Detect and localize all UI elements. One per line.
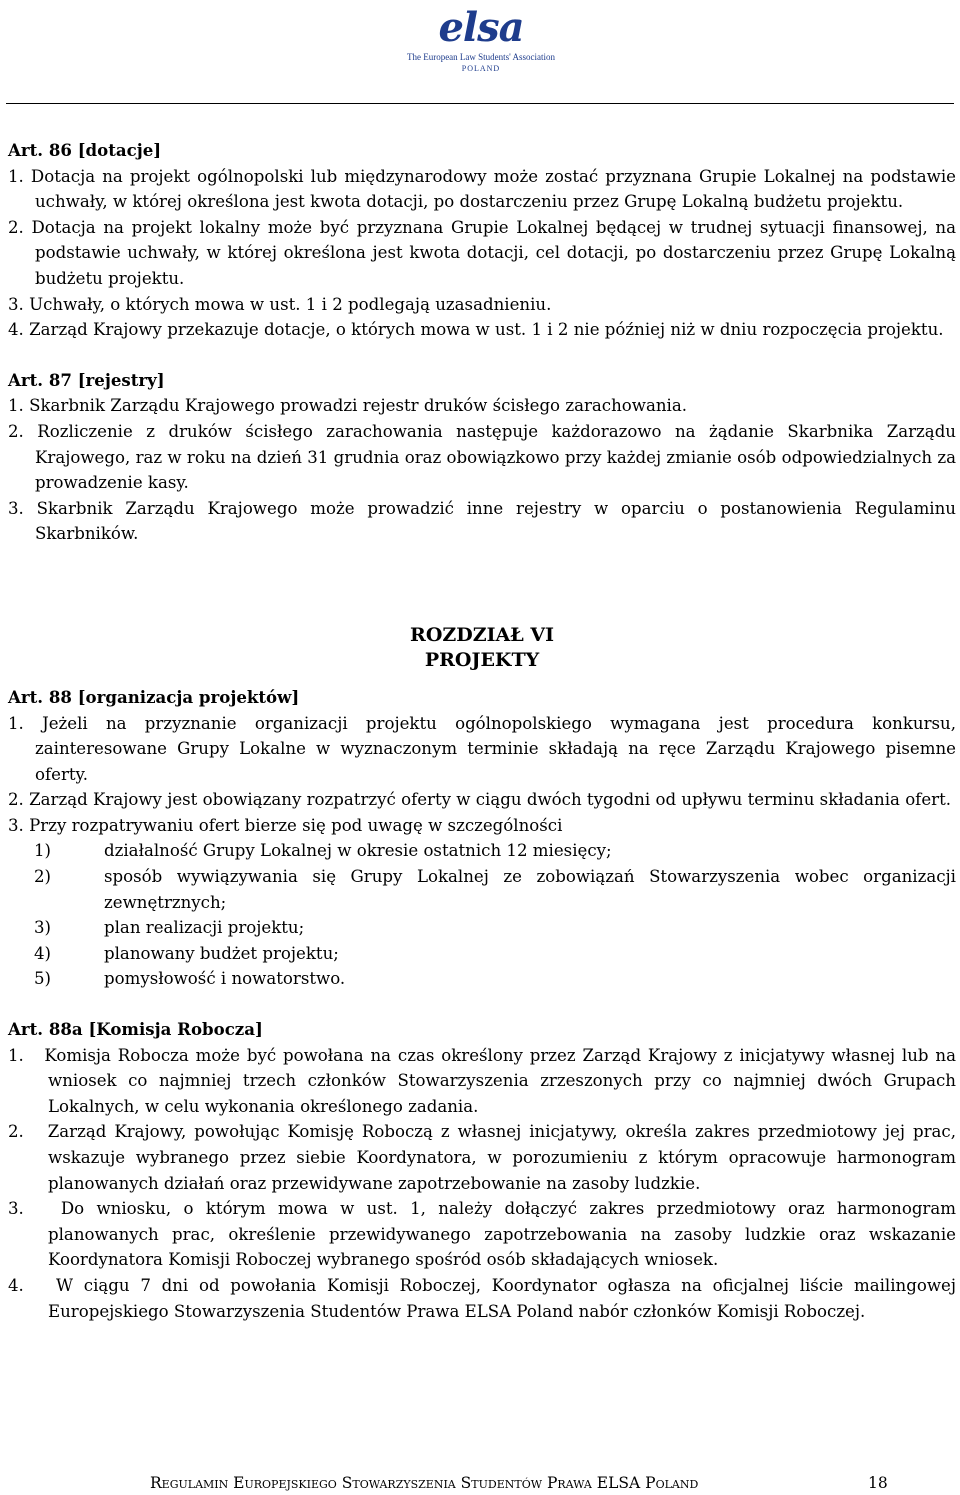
art88-title: Art. 88 [organizacja projektów] [8, 686, 300, 707]
art87-item-2: 2. Rozliczenie z druków ścisłego zarachowania następuje każdorazowo na żądanie Skarbnika Zarządu Krajowego, raz w roku na dzień 31 grudnia oraz obowiązkowo przy każdej zmianie osób odpowiedzialnych za prowadzenie kasy. [8, 421, 956, 493]
art88a-title: Art. 88a [Komisja Robocza] [8, 1019, 263, 1040]
art88a-item-3: 3. Do wniosku, o którym mowa w ust. 1, należy dołączyć zakres przedmiotowy oraz harmonogram planowanych prac, określenie przewidywanego zapotrzebowania na zasoby ludzkie oraz wskazanie Koordynatora Komisji Roboczej wybranego spośród osób składających wniosek. [8, 1199, 956, 1270]
art88-item-2: 2. Zarząd Krajowy jest obowiązany rozpatrzyć oferty w ciągu dwóch tygodni od upływu terminu składania ofert. [8, 790, 952, 810]
art88-subitem [8, 915, 956, 941]
subitem-text: planowany budżet projektu; [104, 943, 339, 963]
subitem-number: 4) [34, 943, 52, 963]
art88a-item-2: 2. Zarząd Krajowy, powołując Komisję Roboczą z własnej inicjatywy, określa zakres przedmiotowy jej prac, wskazuje wybranego przez siebie Koordynatora, w porozumieniu z którym opracowuje harmonogram planowanych działań oraz przewidywane zapotrzebowanie na zasoby ludzkie. [8, 1122, 956, 1193]
subitem-text: pomysłowość i nowatorstwo. [104, 969, 346, 989]
logo-mark: elsa [438, 4, 524, 51]
art87-title: Art. 87 [rejestry] [8, 369, 165, 390]
art88-subitem [8, 966, 956, 992]
chapter-title: PROJEKTY [424, 648, 540, 671]
elsa-logo [396, 4, 566, 88]
art86-item-3: 3. Uchwały, o których mowa w ust. 1 i 2 podlegają uzasadnieniu. [8, 294, 552, 314]
chapter-number: ROZDZIAŁ VI [410, 623, 554, 646]
art86-title: Art. 86 [dotacje] [8, 140, 162, 160]
footer-title: Regulamin Europejskiego Stowarzyszenia Studentów Prawa ELSA Poland [150, 1474, 699, 1492]
header-rule [6, 103, 954, 104]
document-body [8, 138, 956, 1324]
art88-item-3: 3. Przy rozpatrywaniu ofert bierze się pod uwagę w szczególności [8, 815, 563, 835]
art86-item-4: 4. Zarząd Krajowy przekazuje dotacje, o których mowa w ust. 1 i 2 nie później niż w dniu rozpoczęcia projektu. [8, 320, 944, 340]
subitem-number: 2) [34, 867, 52, 887]
art88-item-1: 1. Jeżeli na przyznanie organizacji projektu ogólnopolskiego wymagana jest procedura konkursu, zainteresowane Grupy Lokalne w wyznaczonym terminie składają na ręce Zarządu Krajowego pisemne oferty. [8, 713, 956, 784]
logo-line2: POLAND [461, 64, 501, 73]
subitem-number: 5) [34, 969, 52, 989]
subitem-number: 1) [34, 841, 52, 861]
art88-subitem [8, 838, 956, 864]
subitem-text: plan realizacji projektu; [104, 918, 305, 938]
page-number: 18 [868, 1474, 888, 1492]
logo-line1: The European Law Students' Association [406, 52, 556, 62]
subitem-number: 3) [34, 918, 52, 938]
art88a-item-4: 4. W ciągu 7 dni od powołania Komisji Roboczej, Koordynator ogłasza na oficjalnej liście mailingowej Europejskiego Stowarzyszenia Studentów Prawa ELSA Poland nabór członków Komisji Roboczej. [8, 1275, 956, 1321]
art88-subitem [8, 941, 956, 967]
art86-item-2: 2. Dotacja na projekt lokalny może być przyznana Grupie Lokalnej będącej w trudnej sytuacji finansowej, na podstawie uchwały, w której określona jest kwota dotacji, cel dotacji, po dostarczeniu przez Grupę Lokalną budżetu projektu. [8, 217, 956, 288]
art86-item-1: 1. Dotacja na projekt ogólnopolski lub międzynarodowy może zostać przyznana Grupie Lokalnej na podstawie uchwały, w której określona jest kwota dotacji, po dostarczeniu przez Grupę Lokalną budżetu projektu. [8, 166, 956, 212]
art88-subitem [8, 864, 956, 915]
art88a-item-1: 1. Komisja Robocza może być powołana na czas określony przez Zarząd Krajowy z inicjatywy własnej lub na wniosek co najmniej trzech członków Stowarzyszenia zrzeszonych przy co najmniej dwóch Grupach Lokalnych, w celu wykonania określonego zadania. [8, 1045, 956, 1116]
art87-item-3: 3. Skarbnik Zarządu Krajowego może prowadzić inne rejestry w oparciu o postanowienia Regulaminu Skarbników. [8, 498, 956, 544]
art87-item-1: 1. Skarbnik Zarządu Krajowego prowadzi rejestr druków ścisłego zarachowania. [8, 396, 688, 416]
subitem-text: sposób wywiązywania się Grupy Lokalnej ze zobowiązań Stowarzyszenia wobec organizacji zewnętrznych; [104, 867, 956, 912]
subitem-text: działalność Grupy Lokalnej w okresie ostatnich 12 miesięcy; [104, 841, 612, 861]
